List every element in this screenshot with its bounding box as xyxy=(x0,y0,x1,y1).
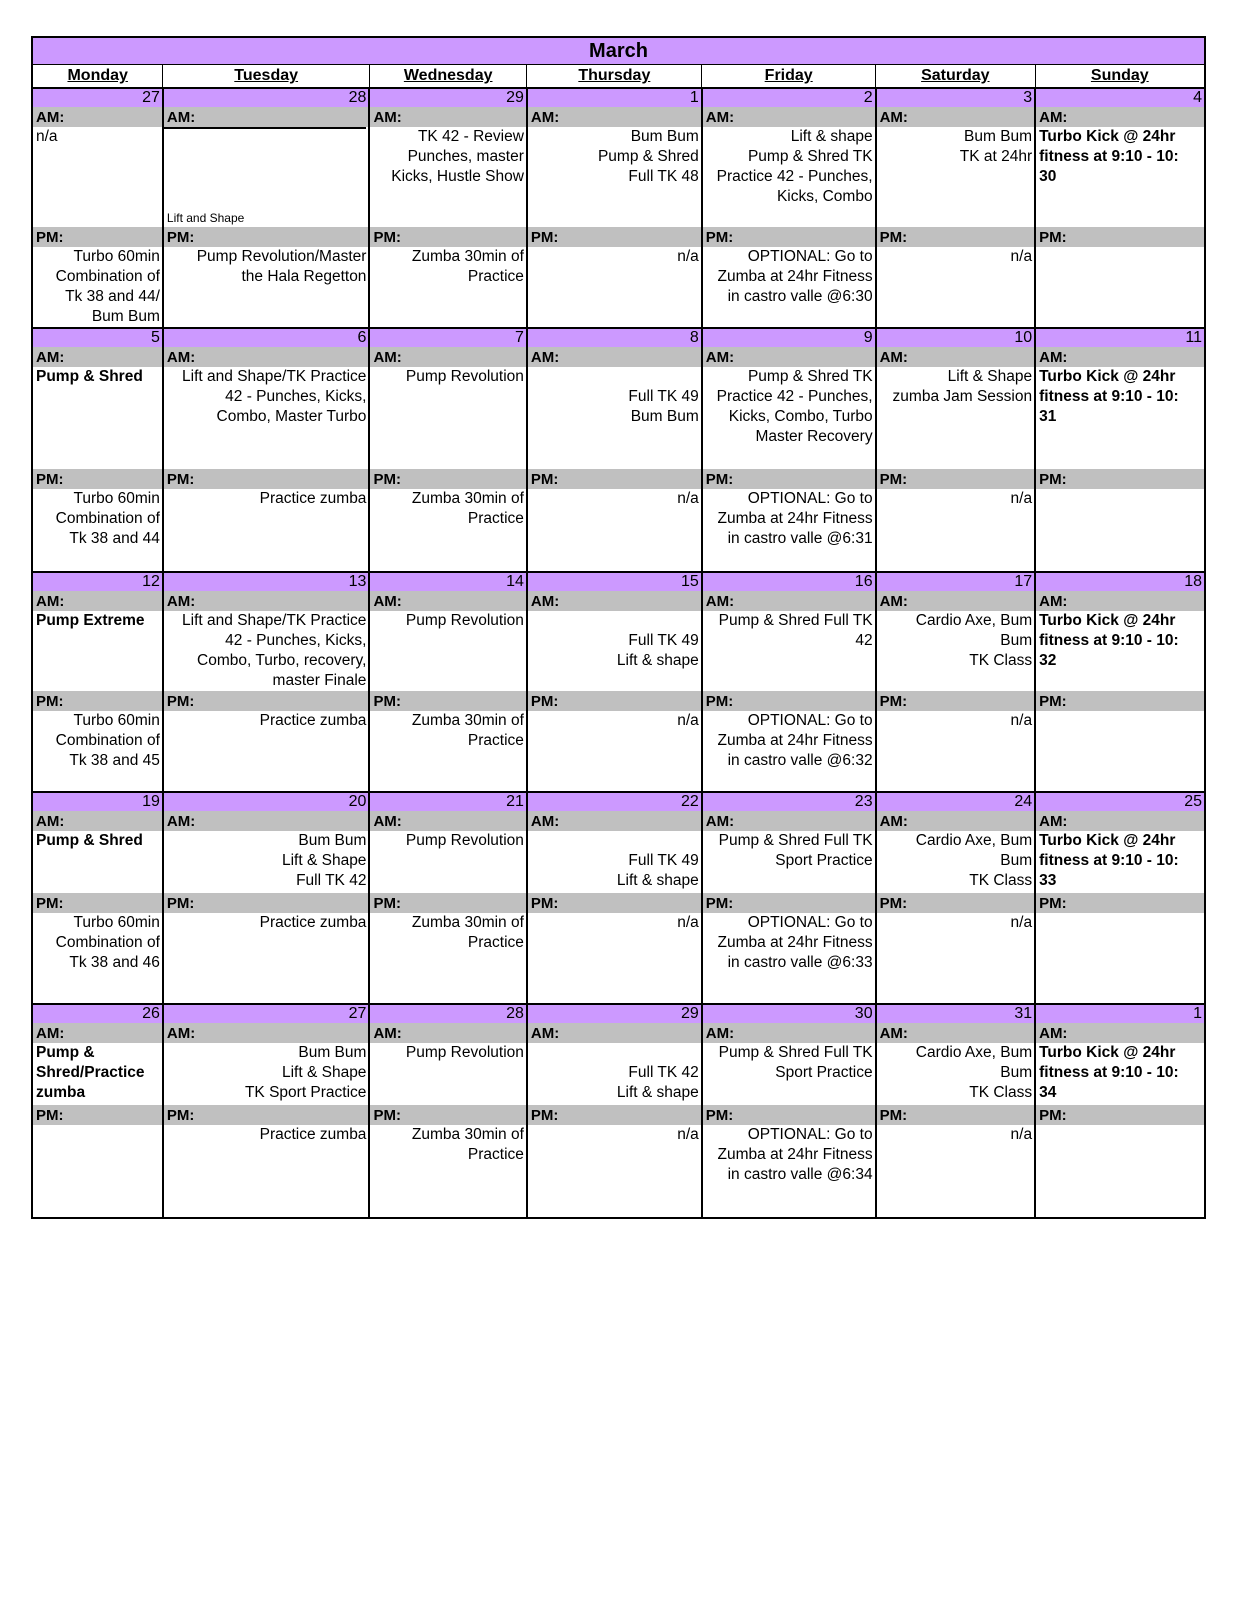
am-label: AM: xyxy=(32,347,163,367)
pm-activity: n/a xyxy=(527,1125,702,1218)
pm-activity: Zumba 30min of Practice xyxy=(369,711,526,792)
am-label: AM: xyxy=(1035,1023,1205,1043)
day-number: 9 xyxy=(702,328,876,347)
day-number: 26 xyxy=(32,1004,163,1023)
day-number: 31 xyxy=(876,1004,1036,1023)
day-number: 7 xyxy=(369,328,526,347)
pm-activity: Zumba 30min of Practice xyxy=(369,1125,526,1218)
day-number: 5 xyxy=(32,328,163,347)
day-number: 14 xyxy=(369,572,526,591)
day-name-thursday: Thursday xyxy=(527,65,702,89)
day-number: 29 xyxy=(369,88,526,107)
pm-label: PM: xyxy=(32,227,163,247)
pm-activity: Practice zumba xyxy=(163,913,370,1004)
day-name-sunday: Sunday xyxy=(1035,65,1205,89)
am-label: AM: xyxy=(702,591,876,611)
am-activity: Cardio Axe, Bum Bum TK Class xyxy=(876,1043,1036,1105)
am-label: AM: xyxy=(876,591,1036,611)
pm-activity: Practice zumba xyxy=(163,711,370,792)
day-number: 29 xyxy=(527,1004,702,1023)
day-number: 20 xyxy=(163,792,370,811)
pm-label: PM: xyxy=(32,1105,163,1125)
day-name-wednesday: Wednesday xyxy=(369,65,526,89)
pm-activity: n/a xyxy=(527,913,702,1004)
pm-activity: OPTIONAL: Go to Zumba at 24hr Fitness in castro valle @6:33 xyxy=(702,913,876,1004)
pm-label: PM: xyxy=(876,893,1036,913)
day-number: 6 xyxy=(163,328,370,347)
am-activity: Pump Revolution xyxy=(369,831,526,893)
pm-label: PM: xyxy=(876,469,1036,489)
pm-activity xyxy=(1035,913,1205,1004)
pm-label: PM: xyxy=(369,227,526,247)
pm-activity: Turbo 60min Combination of Tk 38 and 46 xyxy=(55,914,160,971)
am-label: AM: xyxy=(1035,811,1205,831)
day-number: 24 xyxy=(876,792,1036,811)
pm-label: PM: xyxy=(527,893,702,913)
am-activity: Turbo Kick @ 24hr fitness at 9:10 - 10: 34 xyxy=(1035,1043,1205,1105)
pm-label: PM: xyxy=(163,227,370,247)
pm-activity: OPTIONAL: Go to Zumba at 24hr Fitness in castro valle @6:32 xyxy=(702,711,876,792)
day-number: 21 xyxy=(369,792,526,811)
am-activity: Bum Bum Pump & Shred Full TK 48 xyxy=(527,127,702,227)
pm-activity: OPTIONAL: Go to Zumba at 24hr Fitness in castro valle @6:34 xyxy=(702,1125,876,1218)
am-label: AM: xyxy=(876,347,1036,367)
am-label: AM: xyxy=(702,1023,876,1043)
am-activity: Pump & Shred TK Practice 42 - Punches, Kicks, Combo, Turbo Master Recovery xyxy=(702,367,876,469)
pm-activity: OPTIONAL: Go to Zumba at 24hr Fitness in castro valle @6:30 xyxy=(702,247,876,328)
pm-label: PM: xyxy=(163,469,370,489)
day-number: 12 xyxy=(32,572,163,591)
am-label: AM: xyxy=(1035,107,1205,127)
pm-activity: n/a xyxy=(876,913,1036,1004)
am-label: AM: xyxy=(527,1023,702,1043)
pm-label: PM: xyxy=(32,469,163,489)
pm-label: PM: xyxy=(163,1105,370,1125)
pm-label: PM: xyxy=(876,1105,1036,1125)
day-number: 3 xyxy=(876,88,1036,107)
am-activity: Bum Bum Lift & Shape Full TK 42 xyxy=(163,831,370,893)
am-label: AM: xyxy=(369,811,526,831)
day-name-tuesday: Tuesday xyxy=(163,65,370,89)
am-activity: Cardio Axe, Bum Bum TK Class xyxy=(876,611,1036,691)
am-label: AM: xyxy=(369,107,526,127)
day-number: 30 xyxy=(702,1004,876,1023)
am-activity: Pump Revolution xyxy=(369,1043,526,1105)
pm-activity: n/a xyxy=(876,489,1036,572)
day-number: 28 xyxy=(369,1004,526,1023)
day-number: 25 xyxy=(1035,792,1205,811)
day-name-saturday: Saturday xyxy=(876,65,1036,89)
pm-label: PM: xyxy=(876,227,1036,247)
pm-activity: n/a xyxy=(876,1125,1036,1218)
am-activity: Turbo Kick @ 24hr fitness at 9:10 - 10: 30 xyxy=(1035,127,1205,227)
pm-label: PM: xyxy=(1035,469,1205,489)
am-activity: Pump & Shred/Practice zumba xyxy=(36,1044,145,1101)
pm-activity: Turbo 60min Combination of Tk 38 and 44 xyxy=(55,490,160,547)
pm-label: PM: xyxy=(369,1105,526,1125)
am-activity: Turbo Kick @ 24hr fitness at 9:10 - 10: 33 xyxy=(1035,831,1205,893)
day-number: 2 xyxy=(702,88,876,107)
am-label: AM: xyxy=(163,1023,370,1043)
am-label: AM: xyxy=(876,811,1036,831)
pm-label: PM: xyxy=(32,893,163,913)
pm-label: PM: xyxy=(163,691,370,711)
am-activity: Pump & Shred Full TK Sport Practice xyxy=(702,1043,876,1105)
am-label: AM: xyxy=(527,107,702,127)
am-label: AM: xyxy=(702,811,876,831)
day-name-monday: Monday xyxy=(32,65,163,89)
pm-label: PM: xyxy=(1035,893,1205,913)
pm-activity xyxy=(32,1125,163,1218)
day-number: 19 xyxy=(32,792,163,811)
day-number: 11 xyxy=(1035,328,1205,347)
am-activity: Pump & Shred Full TK Sport Practice xyxy=(702,831,876,893)
am-label: AM: xyxy=(527,811,702,831)
pm-label: PM: xyxy=(369,691,526,711)
am-label: AM: xyxy=(163,811,370,831)
am-label: AM: xyxy=(32,591,163,611)
pm-label: PM: xyxy=(527,1105,702,1125)
calendar-table xyxy=(31,36,1206,1219)
day-number: 8 xyxy=(527,328,702,347)
pm-activity: Turbo 60min Combination of Tk 38 and 45 xyxy=(55,712,160,769)
pm-activity: Turbo 60min Combination of Tk 38 and 44/ Bum Bum xyxy=(55,248,160,325)
am-label: AM: xyxy=(702,107,876,127)
day-number: 1 xyxy=(1035,1004,1205,1023)
am-activity: Pump & Shred Full TK 42 xyxy=(702,611,876,691)
am-activity: Lift and Shape/TK Practice 42 - Punches, Kicks, Combo, Master Turbo xyxy=(163,367,370,469)
am-label: AM: xyxy=(369,347,526,367)
am-label: AM: xyxy=(1035,347,1205,367)
pm-label: PM: xyxy=(527,469,702,489)
day-number: 17 xyxy=(876,572,1036,591)
pm-label: PM: xyxy=(1035,691,1205,711)
am-activity xyxy=(163,127,370,227)
am-activity: n/a xyxy=(36,128,58,145)
pm-activity: Zumba 30min of Practice xyxy=(369,913,526,1004)
am-activity: Pump & Shred xyxy=(36,832,143,849)
pm-activity: Zumba 30min of Practice xyxy=(369,489,526,572)
am-label: AM: xyxy=(527,347,702,367)
pm-label: PM: xyxy=(1035,227,1205,247)
am-activity: Full TK 49 Lift & shape xyxy=(527,831,702,893)
pm-activity: n/a xyxy=(527,711,702,792)
am-activity: Bum Bum Lift & Shape TK Sport Practice xyxy=(163,1043,370,1105)
day-name-friday: Friday xyxy=(702,65,876,89)
am-activity: Lift and Shape/TK Practice 42 - Punches, Kicks, Combo, Turbo, recovery, master Finale xyxy=(163,611,370,691)
am-activity: Pump Revolution xyxy=(369,367,526,469)
am-label: AM: xyxy=(32,811,163,831)
am-note: Lift and Shape xyxy=(166,211,245,225)
am-activity: TK 42 - Review Punches, master Kicks, Hustle Show xyxy=(369,127,526,227)
am-label: AM: xyxy=(876,1023,1036,1043)
day-number: 28 xyxy=(163,88,370,107)
pm-label: PM: xyxy=(527,227,702,247)
am-activity: Full TK 49 Lift & shape xyxy=(527,611,702,691)
pm-activity xyxy=(1035,489,1205,572)
day-number: 10 xyxy=(876,328,1036,347)
am-activity: Bum Bum TK at 24hr xyxy=(876,127,1036,227)
day-number: 1 xyxy=(527,88,702,107)
am-label: AM: xyxy=(32,107,163,127)
pm-label: PM: xyxy=(702,893,876,913)
pm-label: PM: xyxy=(702,227,876,247)
am-label: AM: xyxy=(1035,591,1205,611)
pm-label: PM: xyxy=(32,691,163,711)
am-label: AM: xyxy=(163,591,370,611)
pm-label: PM: xyxy=(163,893,370,913)
day-number: 4 xyxy=(1035,88,1205,107)
am-label: AM: xyxy=(32,1023,163,1043)
pm-activity: Practice zumba xyxy=(163,489,370,572)
day-number: 15 xyxy=(527,572,702,591)
pm-label: PM: xyxy=(876,691,1036,711)
pm-label: PM: xyxy=(369,469,526,489)
am-label: AM: xyxy=(163,107,370,127)
pm-label: PM: xyxy=(369,893,526,913)
am-activity: Cardio Axe, Bum Bum TK Class xyxy=(876,831,1036,893)
am-activity: Pump Revolution xyxy=(369,611,526,691)
pm-label: PM: xyxy=(702,1105,876,1125)
am-activity: Turbo Kick @ 24hr fitness at 9:10 - 10: 32 xyxy=(1035,611,1205,691)
pm-label: PM: xyxy=(1035,1105,1205,1125)
pm-activity: n/a xyxy=(527,489,702,572)
am-label: AM: xyxy=(369,591,526,611)
am-activity: Lift & shape Pump & Shred TK Practice 42 - Punches, Kicks, Combo xyxy=(702,127,876,227)
pm-activity xyxy=(1035,711,1205,792)
am-label: AM: xyxy=(702,347,876,367)
pm-activity: OPTIONAL: Go to Zumba at 24hr Fitness in castro valle @6:31 xyxy=(702,489,876,572)
pm-activity: n/a xyxy=(527,247,702,328)
pm-activity xyxy=(1035,247,1205,328)
am-label: AM: xyxy=(369,1023,526,1043)
am-label: AM: xyxy=(527,591,702,611)
am-activity: Pump & Shred xyxy=(36,368,143,385)
day-number: 27 xyxy=(32,88,163,107)
pm-label: PM: xyxy=(527,691,702,711)
day-number: 27 xyxy=(163,1004,370,1023)
pm-activity: Practice zumba xyxy=(163,1125,370,1218)
pm-label: PM: xyxy=(702,469,876,489)
am-activity: Lift & Shape zumba Jam Session xyxy=(876,367,1036,469)
pm-activity: n/a xyxy=(876,711,1036,792)
month-title: March xyxy=(32,37,1205,65)
pm-activity: n/a xyxy=(876,247,1036,328)
day-number: 13 xyxy=(163,572,370,591)
am-activity: Turbo Kick @ 24hr fitness at 9:10 - 10: 31 xyxy=(1035,367,1205,469)
am-label: AM: xyxy=(876,107,1036,127)
day-number: 23 xyxy=(702,792,876,811)
day-number: 16 xyxy=(702,572,876,591)
pm-label: PM: xyxy=(702,691,876,711)
am-label: AM: xyxy=(163,347,370,367)
pm-activity: Zumba 30min of Practice xyxy=(369,247,526,328)
day-number: 22 xyxy=(527,792,702,811)
am-activity: Pump Extreme xyxy=(36,612,145,629)
pm-activity xyxy=(1035,1125,1205,1218)
pm-activity: Pump Revolution/Master the Hala Regetton xyxy=(163,247,370,328)
am-activity: Full TK 49 Bum Bum xyxy=(527,367,702,469)
day-number: 18 xyxy=(1035,572,1205,591)
am-activity: Full TK 42 Lift & shape xyxy=(527,1043,702,1105)
